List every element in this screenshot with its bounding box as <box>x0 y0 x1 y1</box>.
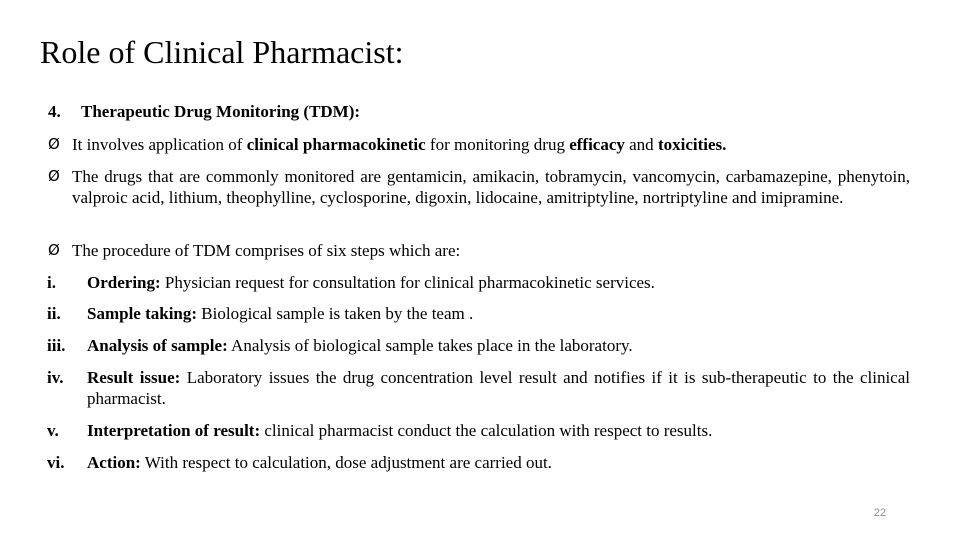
step-number: iii. <box>47 336 66 355</box>
step-item-6 <box>47 452 910 473</box>
step-description: clinical pharmacist conduct the calculation with respect to results. <box>260 421 713 440</box>
bullet-1-bold-term: toxicities. <box>657 135 727 154</box>
page-number: 22 <box>873 507 887 519</box>
bullet-1-part: for monitoring drug <box>425 135 570 154</box>
step-label: Action: <box>87 453 141 472</box>
bullet-1-bold-term: clinical pharmacokinetic <box>246 135 426 154</box>
step-text <box>87 272 910 293</box>
step-item-1 <box>47 272 910 293</box>
step-description: Biological sample is taken by the team . <box>197 304 474 323</box>
step-number: iv. <box>47 368 64 387</box>
step-text <box>87 367 910 409</box>
step-text <box>87 303 910 324</box>
step-description: Laboratory issues the drug concentration level result and notifies if it is sub-therapeutic to the clinical pharmacist. <box>87 368 910 408</box>
step-label: Result issue: <box>87 368 181 387</box>
step-item-5 <box>47 420 910 441</box>
step-number: v. <box>47 421 59 440</box>
bullet-1-part: and <box>624 135 658 154</box>
step-label: Analysis of sample: <box>87 336 228 355</box>
bullet-item-1 <box>48 134 910 155</box>
step-number: ii. <box>47 304 61 323</box>
bullet-text-2: The drugs that are commonly monitored are gentamicin, amikacin, tobramycin, vancomycin, carbamazepine, phenytoin, valproic acid, lithium, theophylline, cyclosporine, digoxin, lidocaine, amitriptyline, nortriptyline and imipramine. <box>72 167 910 207</box>
section-number: 4. <box>48 102 61 121</box>
step-label: Ordering: <box>87 273 161 292</box>
step-description: Physician request for consultation for clinical pharmacokinetic services. <box>160 273 655 292</box>
section-heading-text: Therapeutic Drug Monitoring (TDM): <box>81 102 361 121</box>
step-number: vi. <box>47 453 65 472</box>
step-item-4 <box>47 367 910 409</box>
arrow-bullet-icon: Ø <box>48 135 60 153</box>
step-item-2 <box>47 303 910 324</box>
arrow-bullet-icon: Ø <box>48 241 60 259</box>
section-heading <box>48 101 360 123</box>
step-description: Analysis of biological sample takes place in the laboratory. <box>227 336 633 355</box>
bullet-item-3 <box>48 240 910 261</box>
bullet-item-2 <box>48 166 910 208</box>
step-description: With respect to calculation, dose adjustment are carried out. <box>140 453 552 472</box>
bullet-1-part: It involves application of <box>72 135 247 154</box>
step-label: Interpretation of result: <box>87 421 261 440</box>
bullet-1-bold-term: efficacy <box>569 135 625 154</box>
step-item-3 <box>47 335 910 356</box>
step-number: i. <box>47 273 56 292</box>
bullet-text-1 <box>72 134 910 155</box>
arrow-bullet-icon: Ø <box>48 167 60 185</box>
step-text <box>87 420 910 441</box>
step-text <box>87 452 910 473</box>
step-label: Sample taking: <box>87 304 198 323</box>
step-text <box>87 335 910 356</box>
bullet-text-3: The procedure of TDM comprises of six steps which are: <box>72 241 461 260</box>
slide-title: Role of Clinical Pharmacist: <box>40 34 404 70</box>
